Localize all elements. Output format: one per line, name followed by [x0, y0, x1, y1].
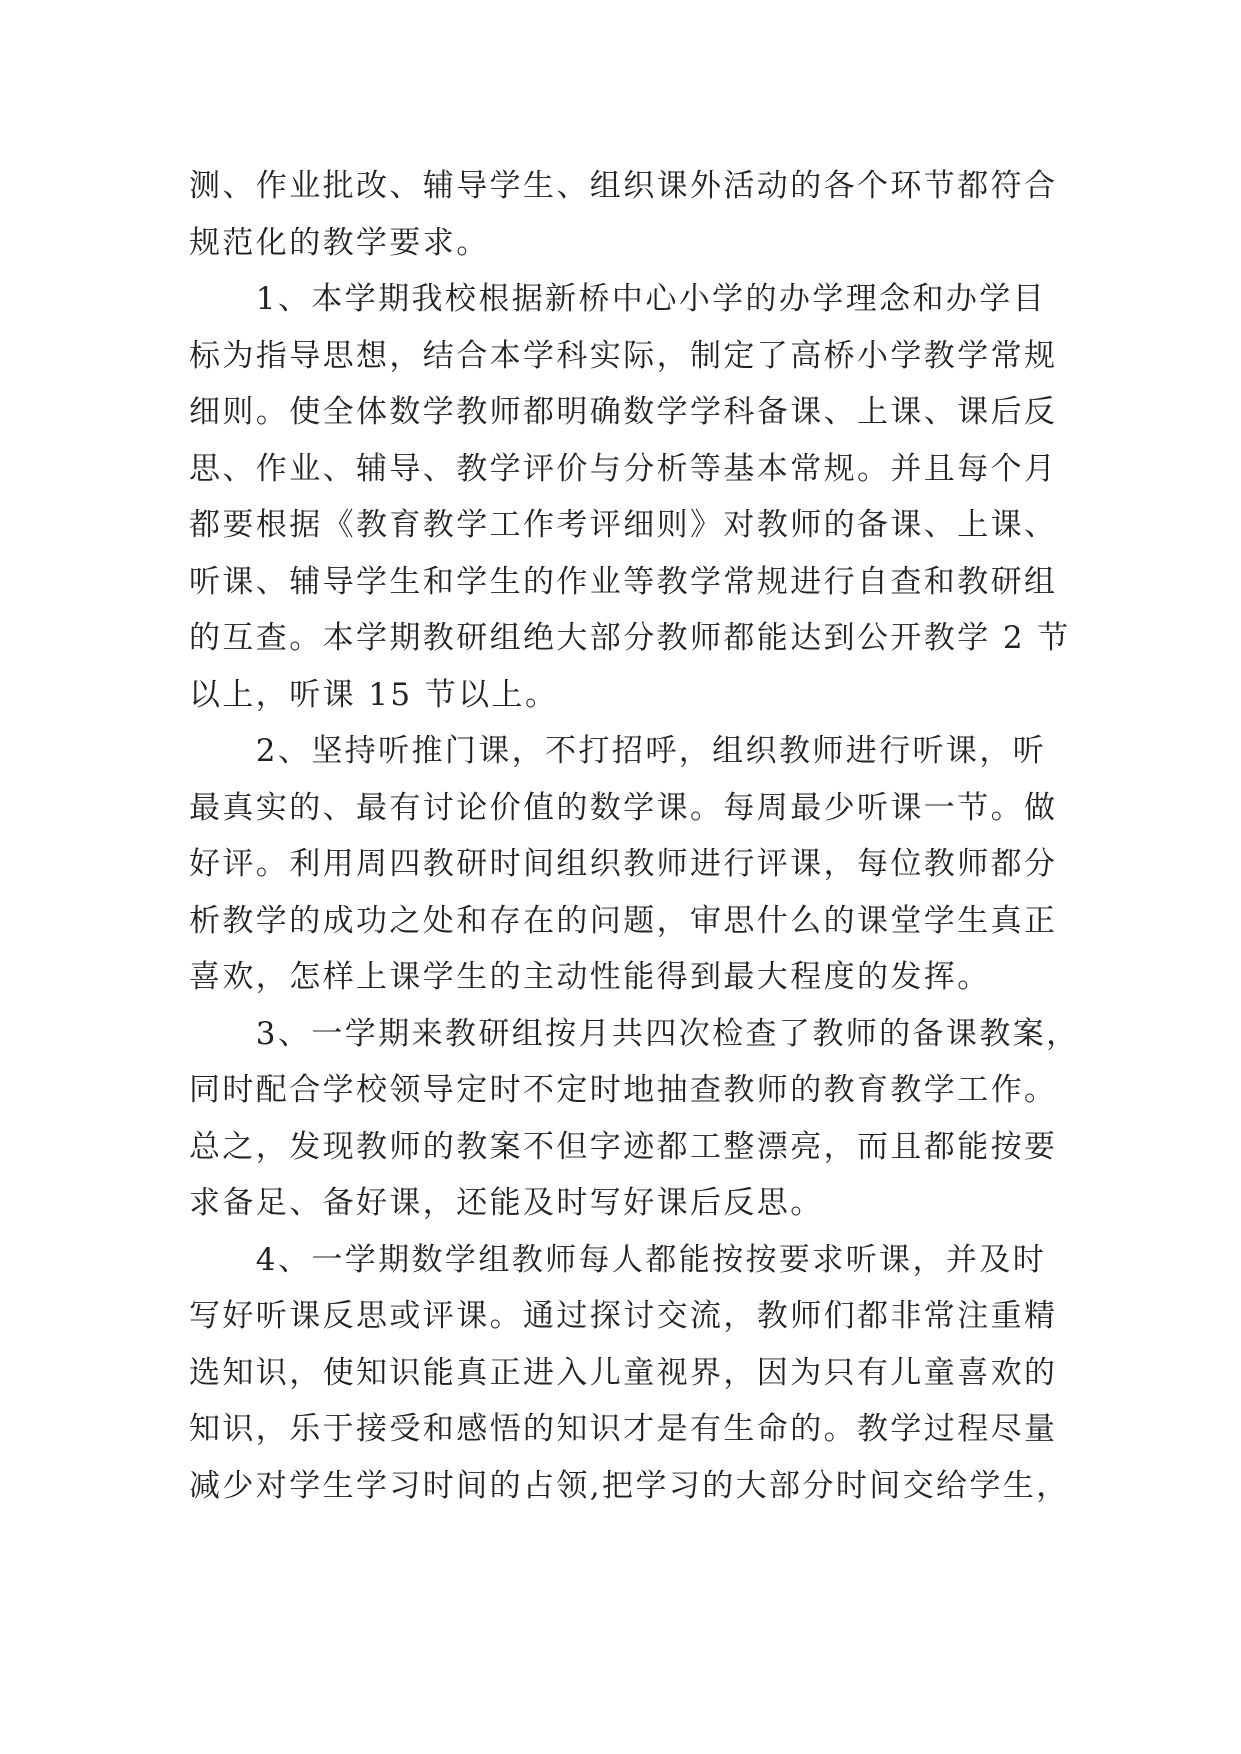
text-line: 好评。利用周四教研时间组织教师进行评课，每位教师都分: [189, 846, 1058, 882]
text-line: 4、一学期数学组教师每人都能按按要求听课，并及时: [189, 1241, 1047, 1278]
text-line: 2、坚持听推门课，不打招呼，组织教师进行听课，听: [189, 733, 1047, 769]
text-line: 写好听课反思或评课。通过探讨交流，教师们都非常注重精: [189, 1298, 1058, 1334]
text-line: 测、作业批改、辅导学生、组织课外活动的各个环节都符合: [189, 168, 1058, 204]
text-line: 的互查。本学期教研组绝大部分教师都能达到公开教学 2 节: [189, 620, 1071, 656]
text-line: 总之，发现教师的教案不但字迹都工整漂亮，而且都能按要: [189, 1128, 1058, 1165]
text-line: 最真实的、最有讨论价值的数学课。每周最少听课一节。做: [189, 789, 1058, 826]
text-line: 选知识，使知识能真正进入儿童视界，因为只有儿童喜欢的: [189, 1354, 1058, 1391]
text-line: 3、一学期来教研组按月共四次检查了教师的备课教案，: [189, 1015, 1080, 1052]
text-line: 1、本学期我校根据新桥中心小学的办学理念和办学目: [189, 281, 1047, 317]
text-line: 都要根据《教育教学工作考评细则》对教师的备课、上课、: [189, 507, 1058, 543]
text-line: 减少对学生学习时间的占领,把学习的大部分时间交给学生，: [189, 1467, 1070, 1504]
text-line: 以上，听课 15 节以上。: [189, 676, 559, 713]
text-line: 喜欢，怎样上课学生的主动性能得到最大程度的发挥。: [189, 959, 991, 995]
text-line: 思、作业、辅导、教学评价与分析等基本常规。并且每个月: [189, 450, 1058, 487]
text-line: 细则。使全体数学教师都明确数学学科备课、上课、课后反: [189, 394, 1058, 430]
text-line: 求备足、备好课，还能及时写好课后反思。: [189, 1185, 824, 1221]
text-line: 同时配合学校领导定时不定时地抽查教师的教育教学工作。: [189, 1072, 1058, 1108]
body-text: [189, 158, 1080, 1514]
text-line: 知识，乐于接受和感悟的知识才是有生命的。教学过程尽量: [189, 1411, 1058, 1447]
text-line: 规范化的教学要求。: [189, 224, 490, 261]
text-line: 听课、辅导学生和学生的作业等教学常规进行自查和教研组: [189, 563, 1058, 600]
text-line: 析教学的成功之处和存在的问题，审思什么的课堂学生真正: [189, 902, 1058, 939]
text-line: 标为指导思想，结合本学科实际，制定了高桥小学教学常规: [189, 337, 1058, 374]
